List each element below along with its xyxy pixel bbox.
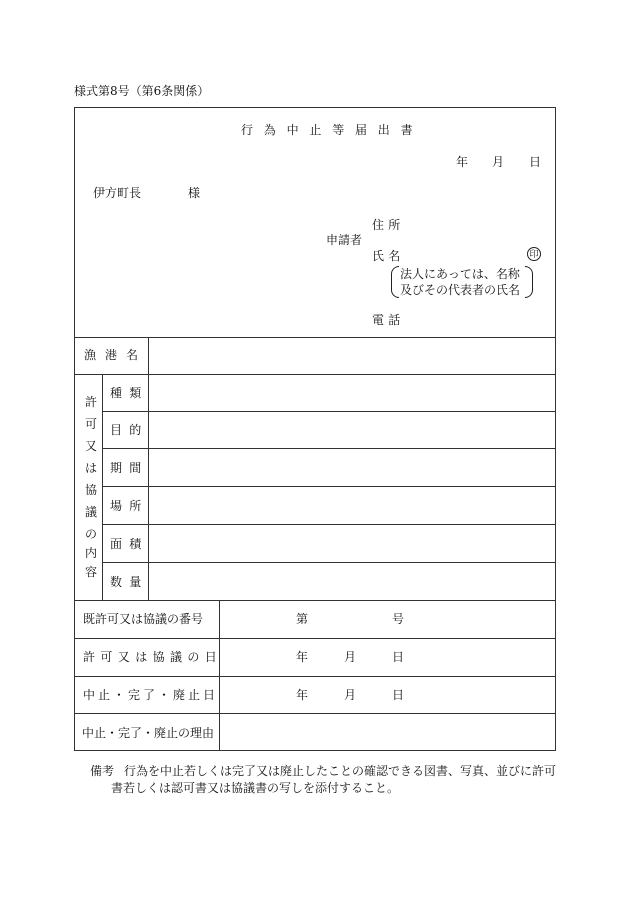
sub-item-purpose-label: 目的 xyxy=(110,423,149,437)
sub-item-type-label: 種類 xyxy=(110,386,149,400)
group-label-char: 議 xyxy=(84,505,97,519)
sub-item-location-label: 場所 xyxy=(110,499,149,513)
name-label: 氏名 xyxy=(372,249,405,263)
stop-date-month[interactable]: 月 xyxy=(344,688,357,702)
permit-date-year[interactable]: 年 xyxy=(296,650,309,664)
group-label-char: 容 xyxy=(84,565,97,579)
reason-label: 中止・完了・廃止の理由 xyxy=(82,726,215,740)
sub-item-quantity-label: 数量 xyxy=(110,575,149,589)
applicant-label: 申請者 xyxy=(326,233,363,247)
note-line2: 書若しくは認可書又は協議書の写しを添付すること。 xyxy=(111,781,400,795)
row-divider xyxy=(102,411,556,412)
sub-item-period-label: 期間 xyxy=(110,461,149,475)
area-field[interactable] xyxy=(152,527,552,559)
type-field[interactable] xyxy=(152,377,552,408)
date-day[interactable]: 日 xyxy=(529,155,542,169)
row-divider xyxy=(74,374,556,375)
column-divider xyxy=(219,600,220,751)
stop-date-label: 中止・完了・廃止日 xyxy=(83,688,219,702)
row-divider xyxy=(74,337,556,338)
permit-date-label: 許可又は協議の日 xyxy=(83,650,223,664)
reason-field[interactable] xyxy=(223,716,552,748)
group-label-char: 許 xyxy=(84,395,97,409)
row-divider xyxy=(74,600,556,601)
permit-date-month[interactable]: 月 xyxy=(344,650,357,664)
row-divider xyxy=(102,486,556,487)
address-label: 住所 xyxy=(372,218,405,232)
phone-label: 電話 xyxy=(372,313,405,327)
prev-number-dai: 第 xyxy=(296,612,309,626)
note-label: 備考 xyxy=(90,764,115,778)
quantity-field[interactable] xyxy=(152,565,552,597)
note-line1: 行為を中止若しくは完了又は廃止したことの確認できる図書、写真、並びに許可 xyxy=(124,764,557,778)
group-label-char: の xyxy=(84,527,97,541)
row-divider xyxy=(74,676,556,677)
right-paren xyxy=(525,266,533,298)
fishing-port-field[interactable] xyxy=(152,340,552,371)
location-field[interactable] xyxy=(152,489,552,521)
prev-number-go: 号 xyxy=(392,612,405,626)
permit-date-day[interactable]: 日 xyxy=(392,650,405,664)
form-number-label: 様式第8号（第6条関係） xyxy=(74,84,210,98)
addressee-name: 伊方町長 xyxy=(93,186,142,200)
row-divider xyxy=(102,524,556,525)
period-field[interactable] xyxy=(152,451,552,483)
column-divider xyxy=(102,374,103,600)
group-label-char: 協 xyxy=(84,483,97,497)
row-divider xyxy=(74,638,556,639)
date-year[interactable]: 年 xyxy=(456,155,469,169)
row-divider xyxy=(102,448,556,449)
stop-date-year[interactable]: 年 xyxy=(296,688,309,702)
prev-number-label: 既許可又は協議の番号 xyxy=(83,612,204,626)
stop-date-day[interactable]: 日 xyxy=(392,688,405,702)
group-label-char: 又 xyxy=(84,439,97,453)
addressee-honorific: 様 xyxy=(188,186,201,200)
group-label-char: 可 xyxy=(84,417,97,431)
left-paren xyxy=(391,266,399,298)
sub-item-area-label: 面積 xyxy=(110,537,149,551)
fishing-port-label: 漁港名 xyxy=(84,348,148,362)
purpose-field[interactable] xyxy=(152,414,552,445)
date-month[interactable]: 月 xyxy=(492,155,505,169)
row-divider xyxy=(74,713,556,714)
corp-note-line1: 法人にあっては、名称 xyxy=(400,267,520,281)
group-label-char: 内 xyxy=(84,546,97,560)
row-divider xyxy=(102,562,556,563)
form-title: 行為中止等届出書 xyxy=(241,123,424,137)
corp-note-line2: 及びその代表者の氏名 xyxy=(400,283,521,297)
group-label-char: は xyxy=(84,461,97,475)
seal-mark: 印 xyxy=(527,247,541,261)
